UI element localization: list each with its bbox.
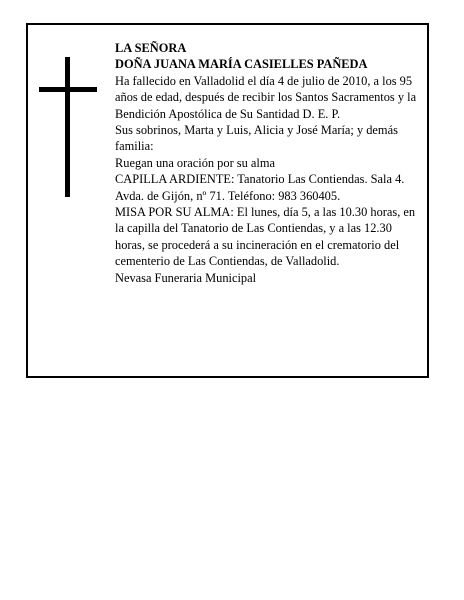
- family-line: Sus sobrinos, Marta y Luis, Alicia y José María; y demás familia:: [115, 123, 398, 154]
- death-announcement: Ha fallecido en Valladolid el día 4 de julio de 2010, a los 95 años de edad, después de recibir los Santos Sacramentos y la Bendición Apostólica de Su Santidad D. E. P.: [115, 73, 417, 121]
- cross-icon: [39, 57, 97, 197]
- obituary-text: [115, 40, 420, 286]
- mass-info: MISA POR SU ALMA: El lunes, día 5, a las 10.30 horas, en la capilla del Tanatorio de Las Contiendas, y a las 12.30 horas, se procederá a su incineración en el crematorio del cementerio de Las Contiendas, de Valladolid.: [115, 205, 416, 269]
- deceased-name: DOÑA JUANA MARÍA CASIELLES PAÑEDA: [115, 57, 368, 72]
- prayer-request: Ruegan una oración por su alma: [115, 155, 275, 170]
- obituary-notice: [26, 23, 429, 378]
- heading-title: LA SEÑORA: [115, 41, 187, 55]
- cross-horizontal-bar: [39, 87, 97, 92]
- cross-vertical-bar: [65, 57, 70, 197]
- chapel-info: CAPILLA ARDIENTE: Tanatorio Las Contiendas. Sala 4. Avda. de Gijón, nº 71. Teléfono: 983 360405.: [115, 172, 405, 203]
- funeral-home: Nevasa Funeraria Municipal: [115, 270, 257, 285]
